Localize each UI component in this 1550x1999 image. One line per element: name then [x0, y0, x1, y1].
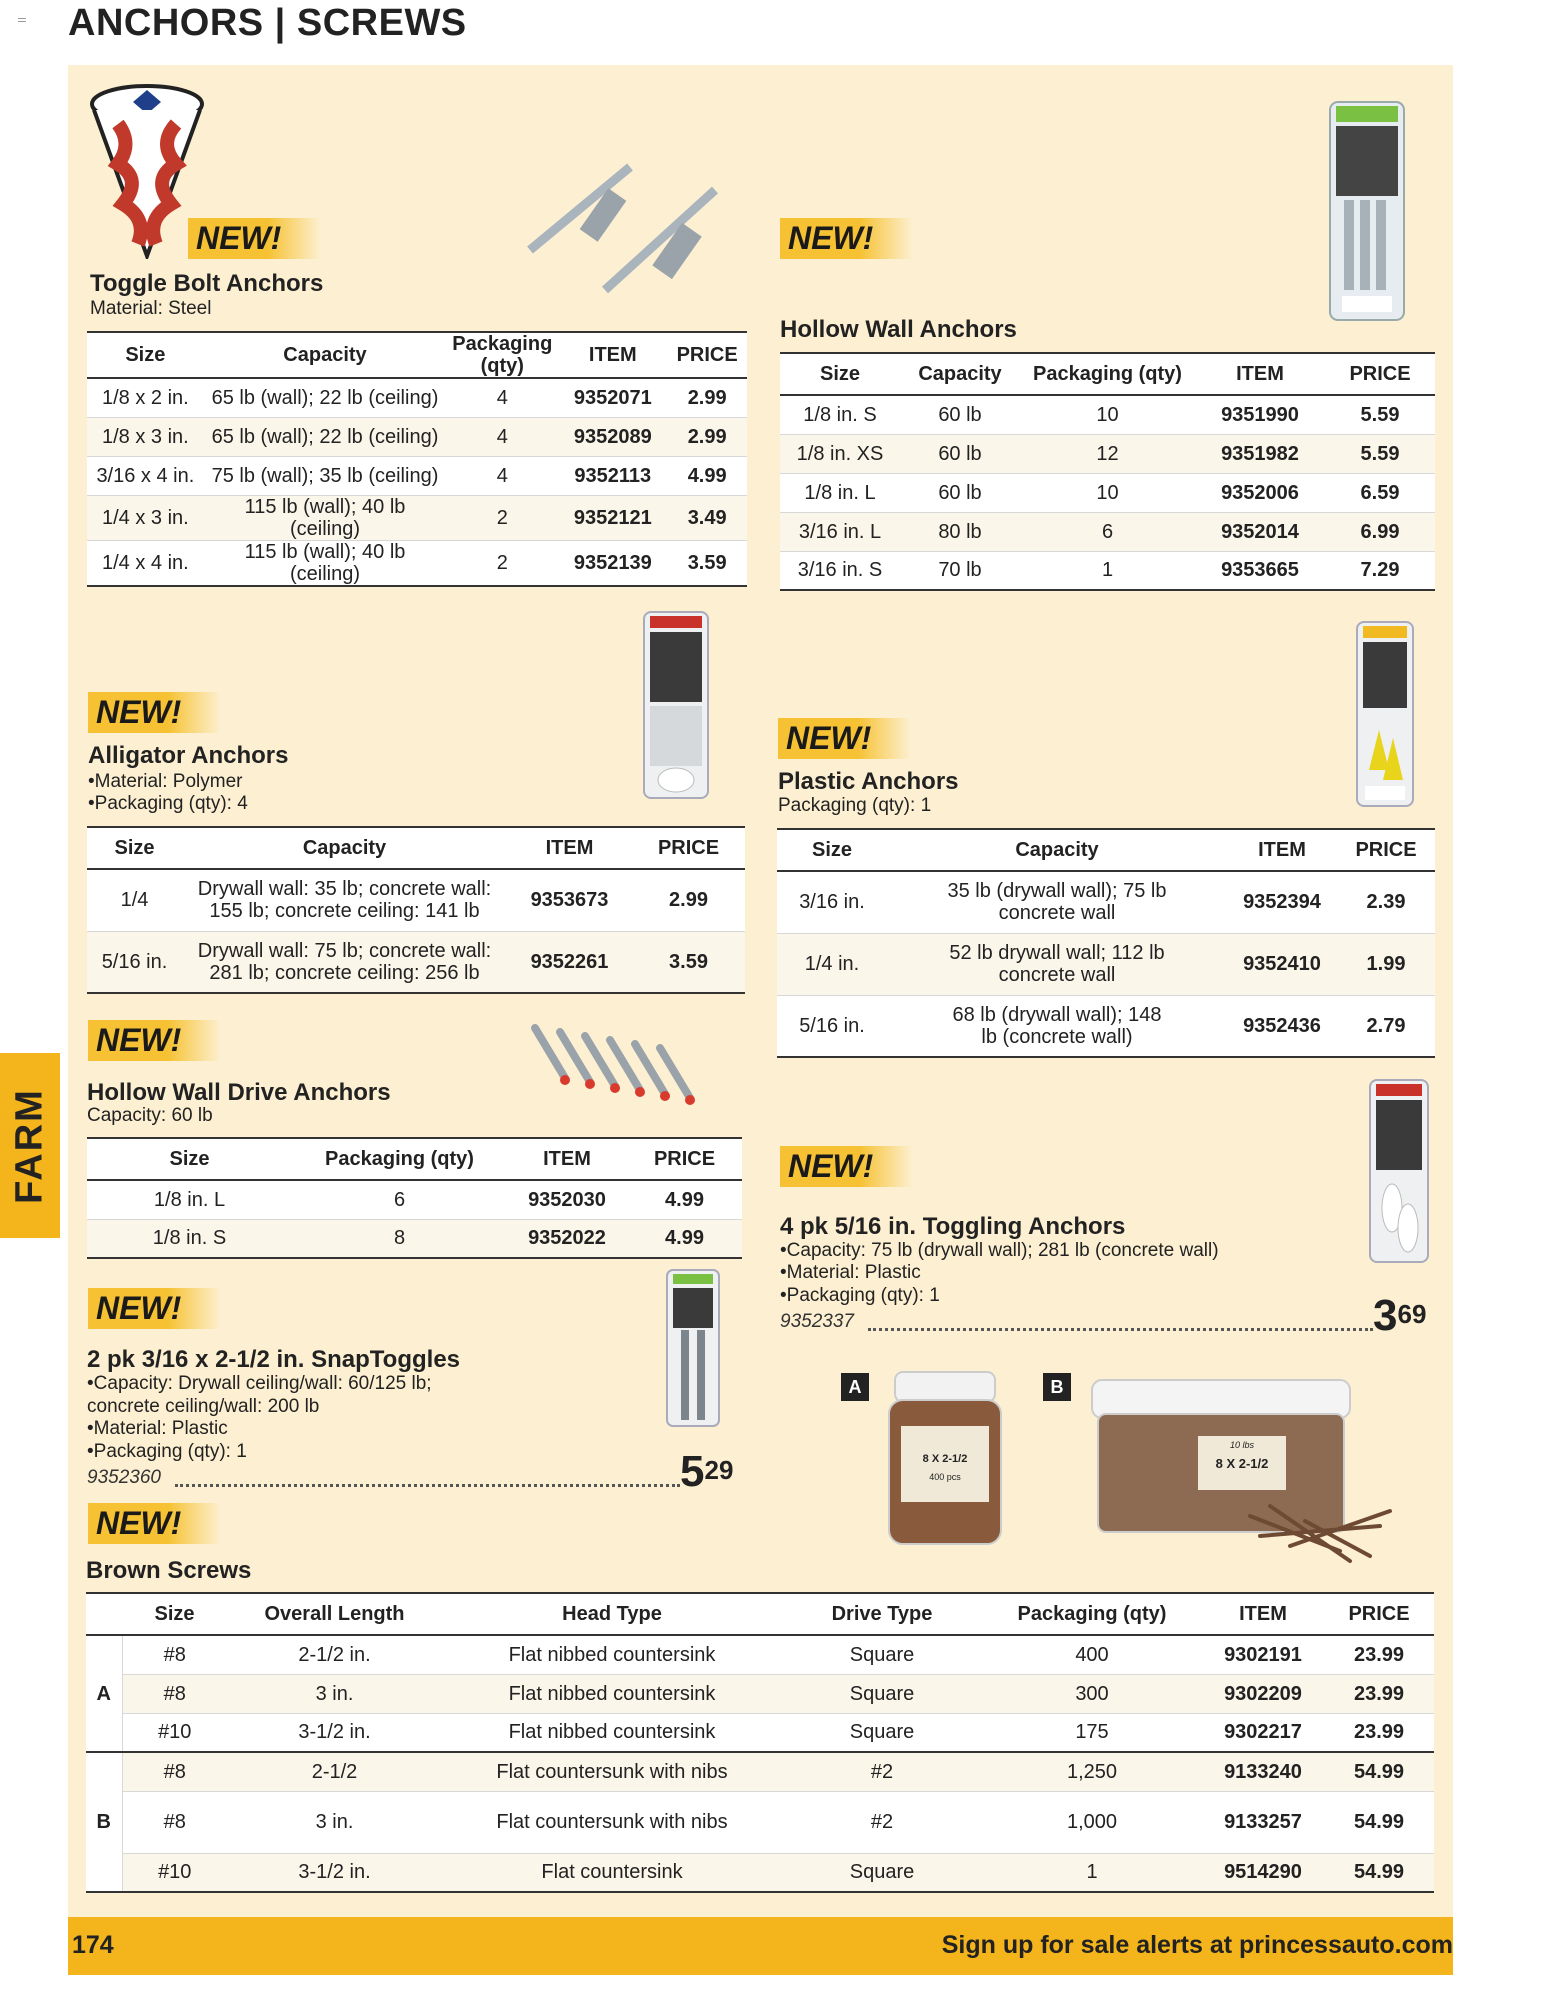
new-badge: NEW! — [88, 1288, 221, 1329]
cell-capacity: 60 lb — [900, 434, 1020, 473]
snaptoggles-bullet-capacity: •Capacity: Drywall ceiling/wall: 60/125 lb; — [87, 1373, 432, 1394]
table-row — [777, 995, 1435, 1057]
cell-item: 9352022 — [507, 1219, 627, 1258]
new-badge: NEW! — [88, 1503, 221, 1544]
cell-capacity: Drywall wall: 35 lb; concrete wall: 155 lb; concrete ceiling: 141 lb — [182, 869, 507, 931]
cell-price: 3.59 — [667, 540, 747, 586]
snaptoggles-package-image — [665, 1268, 721, 1428]
new-badge: NEW! — [780, 218, 913, 259]
cell-price: 54.99 — [1324, 1791, 1434, 1853]
cell-head-type: Flat nibbed countersink — [442, 1713, 782, 1752]
table-row — [777, 871, 1435, 933]
cell-size: #10 — [122, 1713, 227, 1752]
cell-size: 1/8 in. L — [780, 473, 900, 512]
cell-item: 9351990 — [1195, 395, 1325, 434]
col-capacity: Capacity — [204, 332, 447, 378]
cell-packaging: 6 — [292, 1180, 507, 1219]
cell-price: 23.99 — [1324, 1674, 1434, 1713]
cell-price: 4.99 — [627, 1180, 742, 1219]
cell-item: 9133257 — [1202, 1791, 1324, 1853]
col-price: PRICE — [627, 1138, 742, 1180]
cell-head-type: Flat nibbed countersink — [442, 1674, 782, 1713]
col-size: Size — [87, 1138, 292, 1180]
cell-size: #8 — [122, 1752, 227, 1791]
col-item: ITEM — [507, 827, 632, 869]
cell-packaging: 1 — [982, 1853, 1202, 1892]
screws-table — [86, 1592, 1434, 1893]
cell-price: 2.99 — [667, 417, 747, 456]
toggling-title: 4 pk 5/16 in. Toggling Anchors — [780, 1213, 1126, 1240]
cell-item: 9352071 — [558, 378, 667, 417]
cell-price: 4.99 — [627, 1219, 742, 1258]
cell-size: 5/16 in. — [777, 995, 887, 1057]
cell-price: 2.79 — [1337, 995, 1435, 1057]
cell-item: 9352014 — [1195, 512, 1325, 551]
col-length: Overall Length — [227, 1593, 442, 1635]
toggling-price-dollars: 3 — [1373, 1291, 1398, 1340]
new-badge: NEW! — [88, 1020, 221, 1061]
cell-capacity: 115 lb (wall); 40 lb (ceiling) — [204, 540, 447, 586]
toggling-item-number: 9352337 — [780, 1311, 854, 1332]
cell-size: 1/8 in. XS — [780, 434, 900, 473]
cell-item: 9302217 — [1202, 1713, 1324, 1752]
cell-packaging: 2 — [446, 540, 558, 586]
col-price: PRICE — [1325, 353, 1435, 395]
cell-packaging: 2 — [446, 495, 558, 540]
alligator-title: Alligator Anchors — [88, 742, 289, 769]
cell-length: 3 in. — [227, 1791, 442, 1853]
col-size: Size — [777, 829, 887, 871]
cell-size: 1/8 in. S — [87, 1219, 292, 1258]
col-capacity: Capacity — [182, 827, 507, 869]
plastic-packaging: Packaging (qty): 1 — [778, 795, 932, 816]
tub-label-text: 8 X 2-1/2 — [1215, 1456, 1269, 1471]
screw-tub-image — [1090, 1376, 1395, 1566]
toggling-bullet-material: •Material: Plastic — [780, 1262, 921, 1283]
table-row — [87, 540, 747, 586]
toggle-bolt-image — [520, 155, 730, 305]
cell-item: 9352030 — [507, 1180, 627, 1219]
cell-drive-type: #2 — [782, 1791, 982, 1853]
cell-item: 9352006 — [1195, 473, 1325, 512]
toggling-price-cents: 69 — [1397, 1299, 1427, 1329]
cell-length: 3-1/2 in. — [227, 1853, 442, 1892]
cell-capacity: 68 lb (drywall wall); 148 lb (concrete wall) — [887, 995, 1227, 1057]
cell-size: 3/16 in. L — [780, 512, 900, 551]
price-leader-dots — [175, 1484, 680, 1487]
page-title: ANCHORS | SCREWS — [68, 2, 467, 44]
cell-price: 4.99 — [667, 456, 747, 495]
cell-size: 1/8 x 2 in. — [87, 378, 204, 417]
table-row — [87, 495, 747, 540]
table-row — [780, 551, 1435, 590]
cell-item: 9352436 — [1227, 995, 1337, 1057]
cell-packaging: 10 — [1020, 395, 1195, 434]
cell-packaging: 1,000 — [982, 1791, 1202, 1853]
col-group — [86, 1593, 122, 1635]
screws-title: Brown Screws — [86, 1557, 252, 1584]
plastic-title: Plastic Anchors — [778, 768, 959, 795]
new-badge: NEW! — [780, 1146, 913, 1187]
cell-price: 2.99 — [632, 869, 745, 931]
cell-packaging: 4 — [446, 456, 558, 495]
section-tab-label: FARM — [8, 1087, 51, 1204]
cell-price: 2.39 — [1337, 871, 1435, 933]
cell-size: 5/16 in. — [87, 931, 182, 993]
table-row — [86, 1635, 1434, 1674]
table-row — [777, 933, 1435, 995]
table-row — [86, 1791, 1434, 1853]
cell-price: 3.49 — [667, 495, 747, 540]
cell-item: 9302191 — [1202, 1635, 1324, 1674]
cell-packaging: 6 — [1020, 512, 1195, 551]
cell-item: 9514290 — [1202, 1853, 1324, 1892]
cell-head-type: Flat countersink — [442, 1853, 782, 1892]
cell-length: 2-1/2 — [227, 1752, 442, 1791]
table-row — [780, 512, 1435, 551]
cell-item: 9352139 — [558, 540, 667, 586]
cell-drive-type: Square — [782, 1674, 982, 1713]
hollow-wall-package-image — [1328, 100, 1406, 322]
cell-size: 1/8 x 3 in. — [87, 417, 204, 456]
cell-price: 54.99 — [1324, 1853, 1434, 1892]
cell-drive-type: Square — [782, 1713, 982, 1752]
table-row — [780, 395, 1435, 434]
cell-item: 9133240 — [1202, 1752, 1324, 1791]
snaptoggles-item-number: 9352360 — [87, 1467, 161, 1488]
corner-mark — [18, 18, 26, 22]
cell-length: 2-1/2 in. — [227, 1635, 442, 1674]
cell-capacity: 75 lb (wall); 35 lb (ceiling) — [204, 456, 447, 495]
cell-packaging: 1 — [1020, 551, 1195, 590]
table-row — [87, 378, 747, 417]
toggling-bullet-packaging: •Packaging (qty): 1 — [780, 1285, 940, 1306]
table-row — [87, 869, 745, 931]
alligator-bullet-packaging: •Packaging (qty): 4 — [88, 793, 248, 814]
page-number: 174 — [72, 1931, 114, 1959]
snaptoggles-bullet-packaging: •Packaging (qty): 1 — [87, 1441, 247, 1462]
cell-capacity: 35 lb (drywall wall); 75 lb concrete wall — [887, 871, 1227, 933]
cell-capacity: 52 lb drywall wall; 112 lb concrete wall — [887, 933, 1227, 995]
cell-size: 1/8 in. S — [780, 395, 900, 434]
cell-length: 3 in. — [227, 1674, 442, 1713]
toggle-bolt-material: Material: Steel — [90, 298, 212, 319]
cell-price: 54.99 — [1324, 1752, 1434, 1791]
cell-price: 7.29 — [1325, 551, 1435, 590]
cell-size: 3/16 in. S — [780, 551, 900, 590]
col-packaging: Packaging (qty) — [1020, 353, 1195, 395]
tub-top-text: 10 lbs — [1229, 1440, 1255, 1450]
cell-item: 9353665 — [1195, 551, 1325, 590]
cell-size: 3/16 x 4 in. — [87, 456, 204, 495]
alligator-bullet-material: •Material: Polymer — [88, 771, 243, 792]
snaptoggles-price-dollars: 5 — [680, 1447, 705, 1496]
sale-alerts-link[interactable]: Sign up for sale alerts at princessauto.com — [941, 1931, 1453, 1959]
cell-item: 9352410 — [1227, 933, 1337, 995]
col-size: Size — [780, 353, 900, 395]
cell-item: 9352261 — [507, 931, 632, 993]
toggle-bolt-table — [87, 331, 747, 587]
jar-count-text: 400 pcs — [929, 1472, 961, 1482]
col-price: PRICE — [1324, 1593, 1434, 1635]
col-size: Size — [122, 1593, 227, 1635]
col-capacity: Capacity — [887, 829, 1227, 871]
alligator-package-image — [642, 610, 710, 800]
col-item: ITEM — [1202, 1593, 1324, 1635]
hollow-wall-table — [780, 352, 1435, 591]
cell-capacity: 65 lb (wall); 22 lb (ceiling) — [204, 417, 447, 456]
cell-item: 9353673 — [507, 869, 632, 931]
table-row — [780, 434, 1435, 473]
snaptoggles-bullet-capacity-cont: concrete ceiling/wall: 200 lb — [87, 1396, 320, 1417]
col-size: Size — [87, 332, 204, 378]
col-item: ITEM — [558, 332, 667, 378]
cell-length: 3-1/2 in. — [227, 1713, 442, 1752]
cell-item: 9352394 — [1227, 871, 1337, 933]
group-label-a: A — [86, 1635, 122, 1752]
drive-capacity: Capacity: 60 lb — [87, 1105, 213, 1126]
new-badge: NEW! — [88, 692, 221, 733]
section-tab-farm[interactable] — [0, 1053, 60, 1238]
label-b: B — [1043, 1373, 1071, 1401]
table-row — [86, 1752, 1434, 1791]
table-row — [86, 1853, 1434, 1892]
col-price: PRICE — [632, 827, 745, 869]
col-item: ITEM — [1227, 829, 1337, 871]
table-row — [87, 417, 747, 456]
cell-packaging: 1,250 — [982, 1752, 1202, 1791]
table-row — [86, 1674, 1434, 1713]
cell-packaging: 4 — [446, 378, 558, 417]
cell-packaging: 300 — [982, 1674, 1202, 1713]
drive-anchors-image — [525, 1018, 725, 1110]
cell-size: 3/16 in. — [777, 871, 887, 933]
col-drive-type: Drive Type — [782, 1593, 982, 1635]
col-packaging: Packaging (qty) — [446, 332, 558, 378]
toggling-package-image — [1368, 1078, 1430, 1264]
toggling-price — [1373, 1291, 1427, 1340]
drive-title: Hollow Wall Drive Anchors — [87, 1079, 391, 1106]
alligator-table — [87, 826, 745, 994]
cell-price: 23.99 — [1324, 1713, 1434, 1752]
snaptoggles-price — [680, 1447, 734, 1496]
cell-drive-type: #2 — [782, 1752, 982, 1791]
price-leader-dots — [868, 1328, 1373, 1331]
cell-packaging: 175 — [982, 1713, 1202, 1752]
cell-capacity: 115 lb (wall); 40 lb (ceiling) — [204, 495, 447, 540]
col-packaging: Packaging (qty) — [292, 1138, 507, 1180]
col-price: PRICE — [1337, 829, 1435, 871]
cell-packaging: 10 — [1020, 473, 1195, 512]
cell-size: #8 — [122, 1635, 227, 1674]
snaptoggles-bullet-material: •Material: Plastic — [87, 1418, 228, 1439]
cell-item: 9352113 — [558, 456, 667, 495]
table-row — [87, 1219, 742, 1258]
cell-size: 1/4 x 3 in. — [87, 495, 204, 540]
cell-head-type: Flat countersunk with nibs — [442, 1752, 782, 1791]
cell-item: 9351982 — [1195, 434, 1325, 473]
group-label-b: B — [86, 1752, 122, 1892]
cell-drive-type: Square — [782, 1853, 982, 1892]
new-badge: NEW! — [778, 718, 911, 759]
col-head-type: Head Type — [442, 1593, 782, 1635]
cell-drive-type: Square — [782, 1635, 982, 1674]
col-item: ITEM — [507, 1138, 627, 1180]
cell-packaging: 8 — [292, 1219, 507, 1258]
cell-price: 6.99 — [1325, 512, 1435, 551]
cell-head-type: Flat countersunk with nibs — [442, 1791, 782, 1853]
col-packaging: Packaging (qty) — [982, 1593, 1202, 1635]
cell-price: 5.59 — [1325, 395, 1435, 434]
cell-size: 1/8 in. L — [87, 1180, 292, 1219]
table-row — [87, 456, 747, 495]
cell-price: 6.59 — [1325, 473, 1435, 512]
cell-capacity: 70 lb — [900, 551, 1020, 590]
cell-size: #8 — [122, 1791, 227, 1853]
cell-price: 2.99 — [667, 378, 747, 417]
jar-label-text: 8 X 2-1/2 — [922, 1453, 968, 1465]
drive-table — [87, 1137, 742, 1259]
cell-packaging: 400 — [982, 1635, 1202, 1674]
label-a: A — [841, 1373, 869, 1401]
cell-size: 1/4 — [87, 869, 182, 931]
cell-price: 23.99 — [1324, 1635, 1434, 1674]
screw-jar-image — [885, 1370, 1005, 1548]
col-size: Size — [87, 827, 182, 869]
cell-head-type: Flat nibbed countersink — [442, 1635, 782, 1674]
cell-packaging: 12 — [1020, 434, 1195, 473]
table-row — [780, 473, 1435, 512]
cell-price: 5.59 — [1325, 434, 1435, 473]
table-row — [86, 1713, 1434, 1752]
toggle-bolt-title: Toggle Bolt Anchors — [90, 270, 324, 297]
table-row — [87, 931, 745, 993]
cell-capacity: 60 lb — [900, 395, 1020, 434]
table-row — [87, 1180, 742, 1219]
cell-capacity: 80 lb — [900, 512, 1020, 551]
new-badge: NEW! — [188, 218, 321, 259]
cell-size: #10 — [122, 1853, 227, 1892]
cell-size: 1/4 x 4 in. — [87, 540, 204, 586]
plastic-table — [777, 828, 1435, 1058]
cell-item: 9302209 — [1202, 1674, 1324, 1713]
cell-price: 3.59 — [632, 931, 745, 993]
cell-packaging: 4 — [446, 417, 558, 456]
cell-capacity: 65 lb (wall); 22 lb (ceiling) — [204, 378, 447, 417]
cell-item: 9352089 — [558, 417, 667, 456]
hollow-wall-title: Hollow Wall Anchors — [780, 316, 1017, 343]
toggling-bullet-capacity: •Capacity: 75 lb (drywall wall); 281 lb (concrete wall) — [780, 1240, 1219, 1261]
snaptoggles-price-cents: 29 — [704, 1455, 734, 1485]
snaptoggles-title: 2 pk 3/16 x 2-1/2 in. SnapToggles — [87, 1346, 461, 1373]
cell-capacity: 60 lb — [900, 473, 1020, 512]
cell-capacity: Drywall wall: 75 lb; concrete wall: 281 lb; concrete ceiling: 256 lb — [182, 931, 507, 993]
cell-price: 1.99 — [1337, 933, 1435, 995]
cell-item: 9352121 — [558, 495, 667, 540]
plastic-anchor-package-image — [1355, 620, 1415, 808]
col-price: PRICE — [667, 332, 747, 378]
col-capacity: Capacity — [900, 353, 1020, 395]
cell-size: #8 — [122, 1674, 227, 1713]
col-item: ITEM — [1195, 353, 1325, 395]
cell-size: 1/4 in. — [777, 933, 887, 995]
